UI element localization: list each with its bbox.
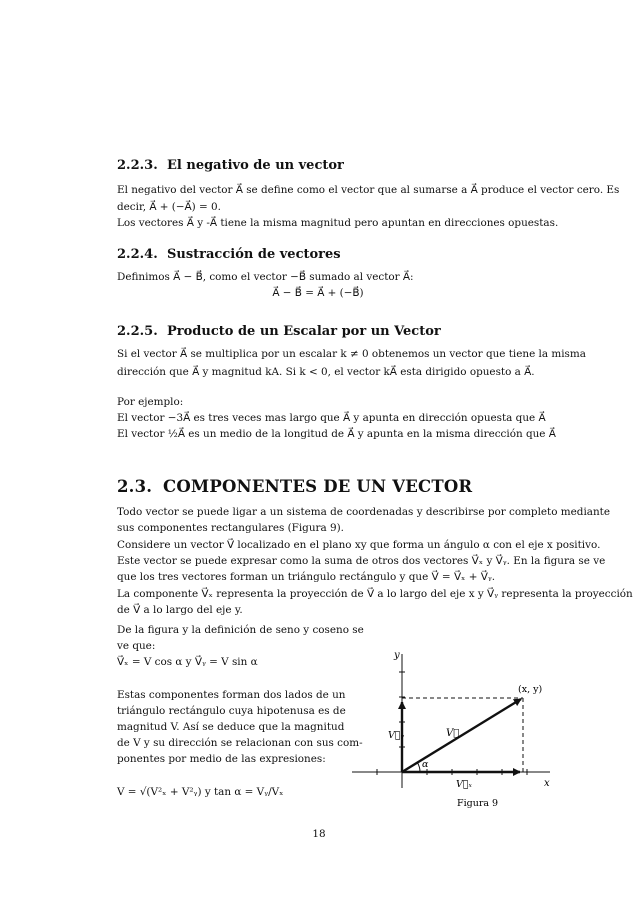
vector-v	[402, 699, 521, 772]
equation: A⃗ − B⃗ = A⃗ + (−B⃗)	[272, 287, 364, 299]
paragraph-line: triángulo rectángulo cuya hipotenusa es de	[117, 705, 346, 717]
heading-title: El negativo de un vector	[167, 158, 344, 173]
paragraph-line: de V⃗ a lo largo del eje y.	[117, 604, 243, 616]
paragraph-line: que los tres vectores forman un triángulo rectángulo y que V⃗ = V⃗ₓ + V⃗ᵧ.	[117, 571, 496, 583]
heading-2-3	[117, 477, 472, 496]
figure-9	[340, 640, 570, 840]
paragraph-line: decir, A⃗ + (−A⃗) = 0.	[117, 201, 221, 213]
paragraph-line: Considere un vector V⃗ localizado en el plano xy que forma un ángulo α con el eje x positivo.	[117, 539, 601, 551]
vector-vx-label: V⃗ₓ	[456, 779, 472, 790]
paragraph-line: De la figura y la definición de seno y coseno se	[117, 624, 364, 636]
paragraph-line: El negativo del vector A⃗ se define como el vector que al sumarse a A⃗ produce el vector cero. Es	[117, 184, 620, 196]
paragraph-line: Los vectores A⃗ y -A⃗ tiene la misma magnitud pero apuntan en direcciones opuestas.	[117, 217, 559, 229]
paragraph-line: dirección que A⃗ y magnitud kA. Si k < 0, el vector kA⃗ esta dirigido opuesto a A⃗.	[117, 366, 535, 378]
paragraph-line: ponentes por medio de las expresiones:	[117, 753, 326, 765]
equation-magnitude: V = √(V²ₓ + V²ᵧ) y tan α = Vᵧ/Vₓ	[117, 786, 284, 798]
vector-v-label: V⃗	[446, 728, 460, 739]
heading-2-2-3	[117, 158, 344, 173]
paragraph-line: Por ejemplo:	[117, 396, 184, 408]
heading-title: Producto de un Escalar por un Vector	[167, 324, 441, 339]
page-number: 18	[312, 828, 326, 840]
paragraph-line: Estas componentes forman dos lados de un	[117, 689, 346, 701]
angle-arc	[418, 763, 421, 772]
example-line: El vector −3A⃗ es tres veces mas largo que A⃗ y apunta en dirección opuesta que A⃗	[117, 412, 546, 424]
y-axis-label: y	[394, 650, 400, 661]
point-label: (x, y)	[518, 684, 543, 695]
paragraph-line: de V y su dirección se relacionan con sus com-	[117, 737, 363, 749]
paragraph-line: magnitud V. Así se deduce que la magnitud	[117, 721, 345, 733]
example-line: El vector ½A⃗ es un medio de la longitud de A⃗ y apunta en la misma dirección que A⃗	[117, 428, 556, 440]
paragraph-line: La componente V⃗ₓ representa la proyección de V⃗ a lo largo del eje x y V⃗ᵧ representa la proyección	[117, 588, 633, 600]
heading-number: 2.2.4.	[117, 247, 158, 262]
x-axis-label: x	[544, 778, 550, 789]
heading-2-2-5	[117, 324, 441, 339]
heading-2-2-4	[117, 247, 341, 262]
figure-caption: Figura 9	[457, 798, 499, 809]
paragraph-line: sus componentes rectangulares (Figura 9).	[117, 522, 344, 534]
heading-number: 2.3.	[117, 477, 153, 496]
heading-number: 2.2.3.	[117, 158, 158, 173]
equation-components: V⃗ₓ = V cos α y V⃗ᵧ = V sin α	[117, 656, 258, 668]
heading-number: 2.2.5.	[117, 324, 158, 339]
paragraph-line: ve que:	[117, 640, 156, 652]
paragraph-line: Si el vector A⃗ se multiplica por un escalar k ≠ 0 obtenemos un vector que tiene la misma	[117, 348, 586, 360]
vector-vy-label: V⃗ᵧ	[388, 730, 405, 741]
angle-label: α	[422, 759, 429, 770]
heading-title: COMPONENTES DE UN VECTOR	[163, 477, 473, 496]
heading-title: Sustracción de vectores	[167, 247, 341, 262]
paragraph-line: Definimos A⃗ − B⃗, como el vector −B⃗ sumado al vector A⃗:	[117, 271, 414, 283]
paragraph-line: Todo vector se puede ligar a un sistema de coordenadas y describirse por completo mediante	[117, 506, 610, 518]
paragraph-line: Este vector se puede expresar como la suma de otros dos vectores V⃗ₓ y V⃗ᵧ. En la figura se ve	[117, 555, 606, 567]
